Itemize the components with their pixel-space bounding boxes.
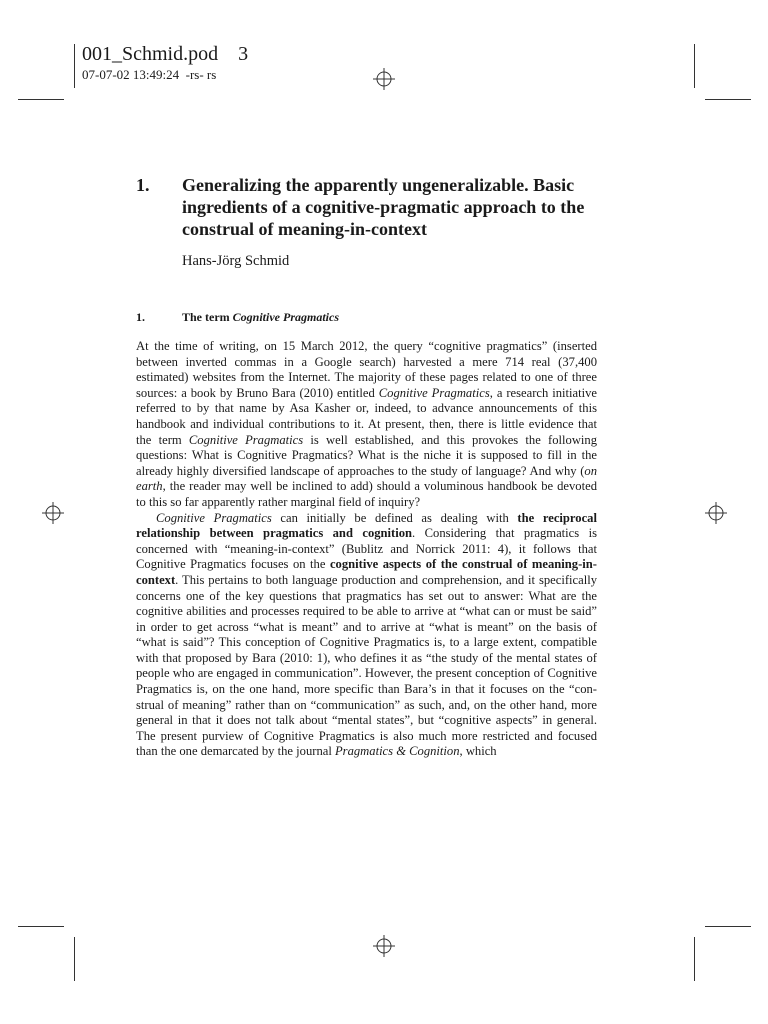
slug-file-page: 001_Schmid.pod 3	[82, 43, 249, 65]
chapter-title: Generalizing the apparently ungeneralizable. Basic ingredients of a cognitive-pragmatic approach to the construal of meaning-in-context	[182, 175, 585, 239]
crop-mark-bottom-right-horizontal	[705, 926, 751, 927]
registration-mark-right-icon	[705, 502, 727, 524]
italic-run: on earth	[136, 463, 597, 494]
text-run: , the reader may well be inclined to add) should a voluminous handbook be devoted to this so far apparently rather marginal field of inquiry?	[136, 479, 597, 509]
registration-mark-top-icon	[373, 68, 395, 90]
crop-mark-bottom-right-vertical	[694, 937, 695, 981]
text-run: At the time of writing, on 15 March 2012, the query “cognitive pragmatics” (inserted between inverted commas in a Google search) harvested a mere 714 real (37,400 estimated) websites from the Internet. The majority of these pages related to one of three sources: a book by Bruno Bara (2010) entitled	[136, 339, 597, 400]
text-run: , which	[459, 744, 497, 759]
registration-mark-left-icon	[42, 502, 64, 524]
author-name: Hans-Jörg Schmid	[182, 253, 290, 269]
crop-mark-top-right-horizontal	[705, 99, 751, 100]
chapter-number: 1.	[136, 175, 150, 195]
crop-mark-bottom-left-horizontal	[18, 926, 64, 927]
crop-mark-top-left-vertical	[74, 44, 75, 88]
crop-mark-top-left-horizontal	[18, 99, 64, 100]
italic-run: Cognitive Pragmatics	[188, 432, 304, 447]
section-title-italic: Cognitive Pragmatics	[232, 310, 339, 324]
section-title	[182, 309, 339, 325]
bold-run: the reciprocal relationship between pragmatics and cognition	[136, 510, 597, 541]
crop-mark-top-right-vertical	[694, 44, 695, 88]
italic-run: Cognitive Pragmatics	[378, 385, 490, 400]
section-number: 1.	[136, 310, 145, 324]
text-run: can initially be defined as dealing with	[271, 510, 518, 525]
text-run: is well established, and this provokes the following questions: What is Cognitive Pragmatics? What is the niche it is supposed to fill in the already highly diversified landscape of approaches to the study of language? And why (	[136, 432, 598, 478]
italic-run: Pragmatics & Cognition	[334, 744, 460, 759]
bold-run: cognitive aspects of the construal of meaning-in-context	[136, 557, 597, 587]
body-text	[136, 339, 597, 760]
italic-run: Cognitive Pragmatics	[156, 510, 272, 525]
crop-mark-bottom-left-vertical	[74, 937, 75, 981]
section-title-plain: The term	[182, 310, 233, 324]
paragraph-1	[136, 339, 597, 511]
text-run: , a research initiative referred to by that name by Asa Kasher or, indeed, to advance announcements of this handbook and individual contributions to it. At present, then, there is little evidence that the term	[136, 385, 597, 447]
paragraph-2	[136, 511, 597, 761]
registration-mark-bottom-icon	[373, 935, 395, 957]
text-run: . Considering that pragmatics is concerned with “meaning-in-context” (Bublitz and Norrick 2011: 4), it follows that Cognitive Pragmatics focuses on the	[136, 526, 597, 572]
text-run: . This pertains to both language production and comprehension, and it specifically concerns one of the key questions that pragmatics has set out to answer: What are the cognitive abilities and processes required to be able to arrive at “what can or must be said” in order to get across “what is meant” and to arrive at “what is meant” on the basis of “what is said”? This conception of Cognitive Pragmatics is, to a large extent, compatible with that proposed by Bara (2010: 1), who defines it as “the study of the mental states of people who are engaged in communication”. However, the present conception of Cognitive Pragmatics is, on the one hand, more specific than Bara’s in that it focuses on the “construal of meaning” rather than on “communication” as such, and, on the other hand, more general in that it does not talk about “mental states”, but “cognitive aspects” in general. The present purview of Cognitive Pragmatics is also much more restricted and focused than the one demarcated by the journal	[136, 572, 597, 759]
slug-timestamp: 07-07-02 13:49:24 -rs- rs	[82, 67, 217, 82]
